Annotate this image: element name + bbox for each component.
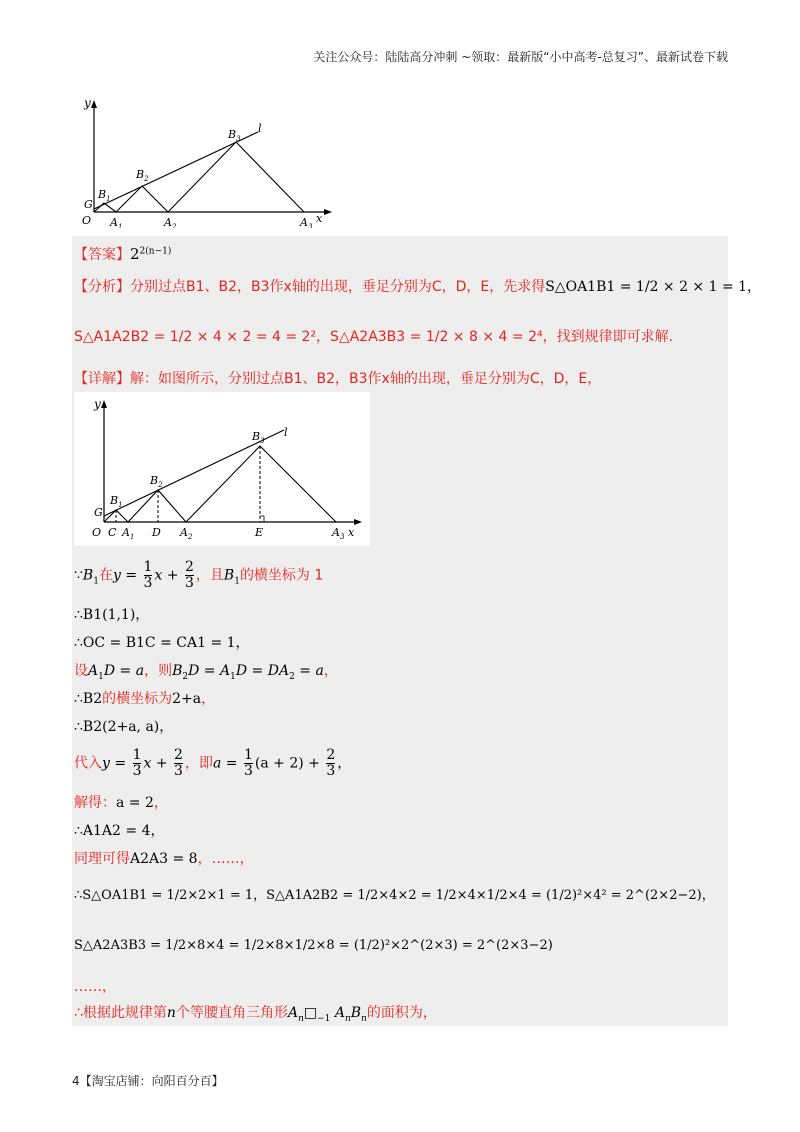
page-header: 关注公众号：陆陆高分冲刺 ~领取：最新版“小中高考-总复习”、最新试卷下载 bbox=[313, 50, 728, 64]
detail-line-9: ∴A1A2 = 4， bbox=[74, 823, 165, 839]
detail-intro: 【详解】解：如图所示，分别过点B1、B2，B3作x轴的出现，垂足分别为C，D，E， bbox=[74, 371, 602, 387]
svg-text:G: G bbox=[84, 198, 93, 211]
detail-line-2: ∴B1(1,1)， bbox=[74, 607, 150, 623]
svg-text:B2: $B_2$ bbox=[150, 474, 163, 489]
svg-text:A2: $A_2$ bbox=[164, 216, 177, 228]
detail-line-8: 解得：a = 2， bbox=[74, 795, 168, 811]
svg-text:A3: $A_3$ bbox=[332, 526, 345, 541]
svg-text:l: l bbox=[258, 122, 262, 135]
svg-text:A3: $A_3$ bbox=[300, 216, 313, 228]
svg-text:x: x bbox=[348, 526, 355, 539]
answer-line: 【答案】$2^{2(n-1)}$ bbox=[74, 245, 172, 263]
svg-text:O: O bbox=[92, 526, 102, 539]
svg-text:y: y bbox=[84, 98, 91, 110]
svg-text:G: G bbox=[94, 506, 103, 519]
svg-text:x: x bbox=[316, 212, 323, 225]
detail-line-4: 设$A_1D = a$，则$B_2D = A_1D = DA_2 = a$， bbox=[74, 663, 338, 682]
svg-text:B1: $B_1$ bbox=[110, 494, 123, 509]
detail-line-1: $\because B_1$在y = $\frac{1}{3}$ x + $\frac{2}{3}$ ，且$B_1$的横坐标为 1 bbox=[74, 559, 324, 591]
analysis-line-2: S△A1A2B2 = 1/2 × 4 × 2 = 4 = 2²，S△A2A3B3 = 1/2 × 8 × 4 = 2⁴，找到规律即可求解. bbox=[74, 329, 674, 345]
svg-text:E: E bbox=[255, 526, 264, 539]
detail-line-13: ……， bbox=[74, 979, 116, 995]
figure-1 bbox=[78, 98, 340, 228]
answer-tag: 【答案】 bbox=[74, 247, 130, 263]
svg-text:O: O bbox=[82, 214, 92, 227]
svg-text:B3: $B_3$ bbox=[252, 430, 265, 445]
svg-text:y: y bbox=[94, 397, 101, 411]
solution-panel bbox=[72, 236, 728, 1026]
svg-text:A2: $A_2$ bbox=[180, 526, 193, 541]
svg-text:l: l bbox=[284, 426, 288, 439]
svg-text:B1: $B_1$ bbox=[98, 188, 111, 203]
svg-text:D: D bbox=[152, 526, 161, 539]
figure-2 bbox=[74, 392, 370, 546]
detail-line-7: 代入y = $\frac{1}{3}$ x + $\frac{2}{3}$ ，即a = $\frac{1}{3}$ (a + 2) + $\frac{2}{3}$ ， bbox=[74, 747, 352, 779]
detail-line-3: ∴OC = B1C = CA1 = 1， bbox=[74, 635, 250, 651]
analysis-line-1: 【分析】分别过点B1、B2，B3作x轴的出现，垂足分别为C，D，E，先求得S△OA1B1 = 1/2 × 2 × 1 = 1， bbox=[74, 279, 762, 295]
page-footer: 4【淘宝店铺：向阳百分百】 bbox=[72, 1074, 224, 1088]
svg-text:C: C bbox=[108, 526, 117, 539]
detail-line-11: ∴S△OA1B1 = 1/2×2×1 = 1，S△A1A2B2 = 1/2×4×2 = 1/2×4×1/2×4 = (1/2)²×4² = 2^(2×2−2)， bbox=[74, 888, 715, 903]
detail-line-12: S△A2A3B3 = 1/2×8×4 = 1/2×8×1/2×8 = (1/2)²×2^(2×3) = 2^(2×3−2) bbox=[74, 938, 553, 953]
svg-text:B3: $B_3$ bbox=[228, 128, 241, 143]
svg-text:A1: $A_1$ bbox=[110, 216, 123, 228]
detail-line-6: ∴B2(2+a, a)， bbox=[74, 719, 174, 735]
detail-line-14: ∴根据此规律第n个等腰直角三角形$A_n□_{-1}$ $A_nB_n$的面积为， bbox=[74, 1005, 437, 1024]
detail-line-5: ∴B2的横坐标为2+a， bbox=[74, 691, 216, 707]
svg-text:B2: $B_2$ bbox=[136, 168, 149, 183]
detail-line-10: 同理可得A2A3 = 8，……， bbox=[74, 851, 254, 867]
svg-text:A1: $A_1$ bbox=[122, 526, 135, 541]
